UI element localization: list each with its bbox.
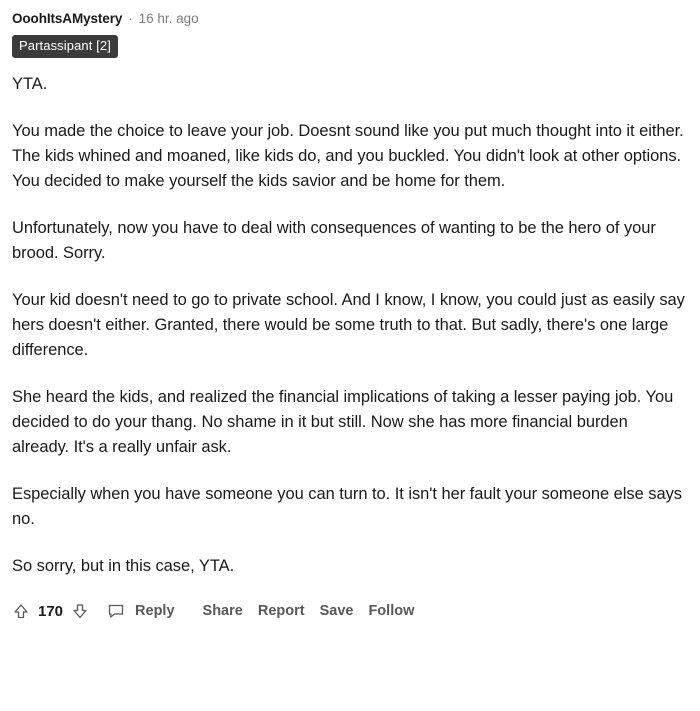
save-button[interactable]: Save [319,603,354,619]
comment-paragraph: So sorry, but in this case, YTA. [12,557,235,575]
comment-body [12,72,688,579]
comment-meta [12,10,688,28]
follow-button[interactable]: Follow [368,603,415,619]
comment-paragraph: Especially when you have someone you can turn to. It isn't her fault your someone else says no. [12,485,682,528]
comment-paragraph: Unfortunately, now you have to deal with consequences of wanting to be the hero of your brood. Sorry. [12,219,656,262]
comment-paragraph: Your kid doesn't need to go to private school. And I know, I know, you could just as easily say hers doesn't either. Granted, there would be some truth to that. But sadly, there's one large difference. [12,291,685,359]
flair-row [12,35,688,58]
vote-group [12,602,89,620]
downvote-icon[interactable] [71,602,89,620]
share-button[interactable]: Share [202,603,243,619]
reply-group[interactable] [107,601,178,621]
comment-paragraph: She heard the kids, and realized the financial implications of taking a lesser paying job. You decided to do your thang. No shame in it but still. Now she has more financial burden already. It's a really unfair ask. [12,388,674,456]
comment-paragraph: YTA. [12,75,48,93]
comment-author[interactable]: OoohItsAMystery [12,11,123,26]
upvote-icon[interactable] [12,602,30,620]
comment-actions [12,599,688,621]
reply-button[interactable]: Reply [135,603,175,619]
comment-timestamp: 16 hr. ago [138,11,199,26]
vote-score: 170 [38,602,64,620]
report-button[interactable]: Report [257,603,305,619]
comment-bubble-icon [107,602,125,620]
user-flair-badge: Partassipant [2] [12,35,118,58]
meta-separator: · [128,11,133,26]
comment-paragraph: You made the choice to leave your job. Doesnt sound like you put much thought into it either. The kids whined and moaned, like kids do, and you buckled. You didn't look at other options. You decided to make yourself the kids savior and be home for them. [12,122,684,190]
